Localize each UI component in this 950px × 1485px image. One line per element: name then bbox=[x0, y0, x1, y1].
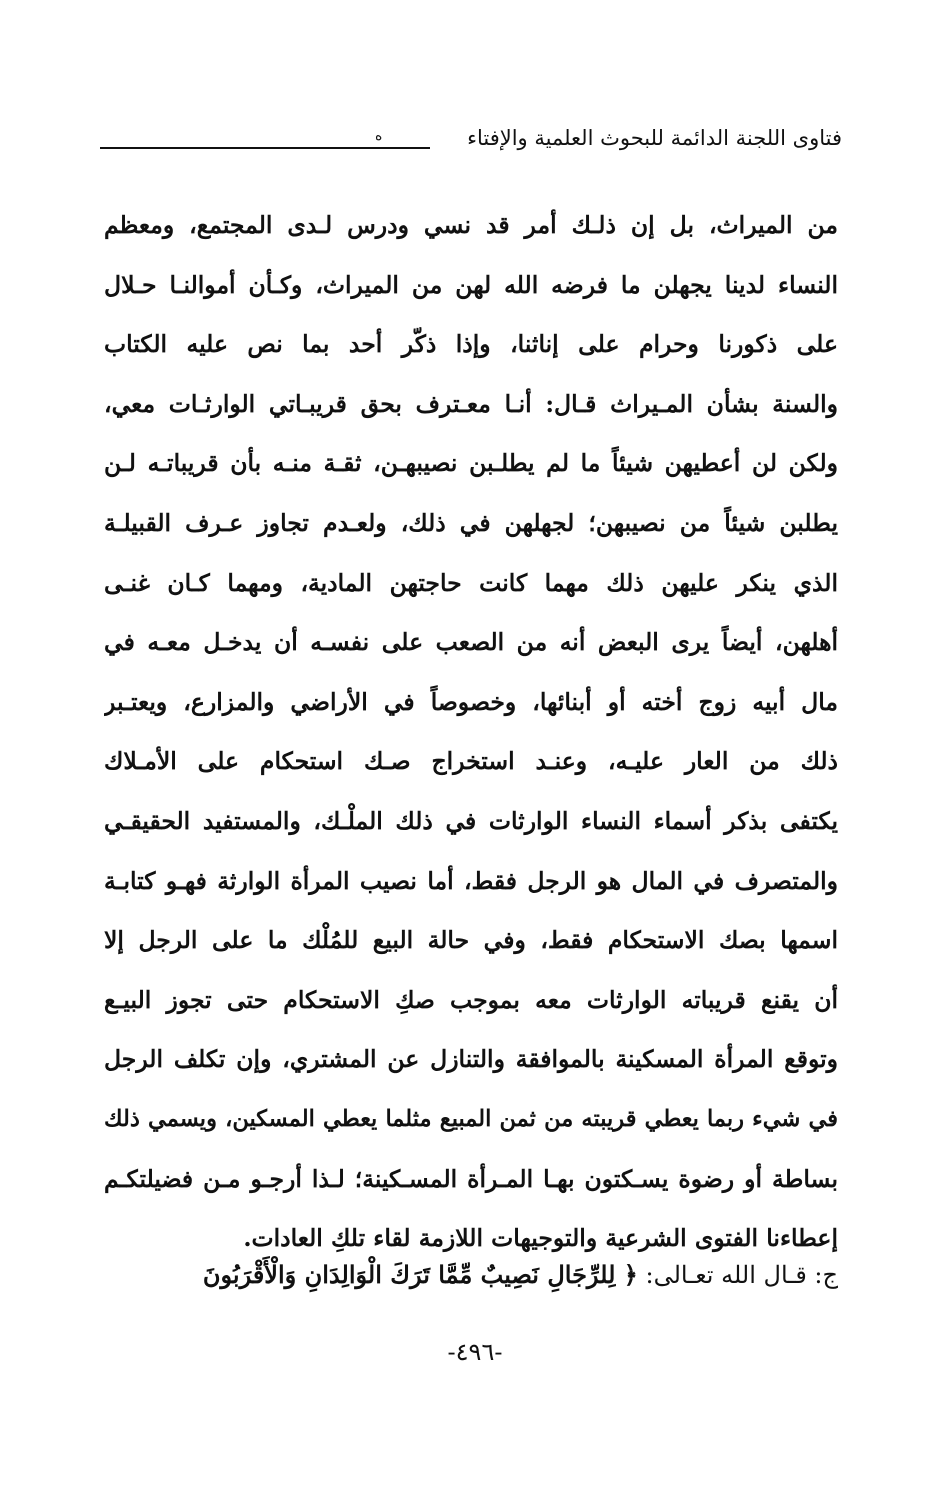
text-line: والمتصرف في المال هو الرجل فقط، أما نصيب المرأة الوارثة فهـو كتابـة bbox=[104, 866, 838, 895]
running-header bbox=[100, 122, 842, 166]
header-title: فتاوى اللجنة الدائمة للبحوث العلمية والإفتاء bbox=[467, 126, 842, 150]
text-line: الذي ينكر عليهن ذلك مهما كانت حاجتهن المادية، ومهما كـان غنـى bbox=[104, 568, 838, 597]
page-number: -٤٩٦- bbox=[447, 1338, 503, 1366]
text-line: مال أبيه زوج أخته أو أبنائها، وخصوصاً في الأراضي والمزارع، ويعتـبر bbox=[104, 687, 838, 716]
text-line: ولكن لن أعطيهن شيئاً ما لم يطلـبن نصيبهـن، ثقـة منـه بأن قريباتـه لـن bbox=[104, 449, 838, 478]
text-line: أن يقنع قريباته الوارثات معه بموجب صكِ الاستحكام حتى تجوز البيـع bbox=[104, 985, 838, 1014]
text-line: يطلبن شيئاً من نصيبهن؛ لجهلهن في ذلك، ولعـدم تجاوز عـرف القبيلـة bbox=[104, 508, 838, 537]
answer-line bbox=[104, 1245, 838, 1305]
header-mark: ه bbox=[375, 128, 383, 144]
text-line: ذلك من العار عليـه، وعنـد استخراج صـك استحكام على الأمـلاك bbox=[104, 747, 838, 776]
text-line: النساء لدينا يجهلن ما فرضه الله لهن من الميراث، وكـأن أموالنـا حـلال bbox=[104, 270, 838, 299]
answer-prefix: ج: قـال الله تعـالى: bbox=[645, 1261, 838, 1289]
text-line: من الميراث، بل إن ذلـك أمر قد نسي ودرس لـدى المجتمع، ومعظم bbox=[104, 211, 838, 239]
text-line: أهلهن، أيضاً يرى البعض أنه من الصعب على نفسـه أن يدخـل معـه في bbox=[104, 628, 838, 657]
text-line: على ذكورنا وحرام على إناثنا، وإذا ذكّر أحد بما نص عليه الكتاب bbox=[104, 330, 838, 359]
text-line: يكتفى بذكر أسماء النساء الوارثات في ذلك الملْـك، والمستفيد الحقيقـي bbox=[104, 806, 838, 835]
text-line: والسنة بشأن المـيراث قـال: أنـا معـترف بحق قريبـاتي الوارثـات معي، bbox=[104, 389, 838, 418]
text-line: اسمها بصك الاستحكام فقط، وفي حالة البيع للمُلْك ما على الرجل إلا bbox=[104, 926, 838, 955]
text-line: وتوقع المرأة المسكينة بالموافقة والتنازل عن المشتري، وإن تكلف الرجل bbox=[104, 1045, 838, 1074]
text-line: إعطاءنا الفتوى الشرعية والتوجيهات اللازمة لقاء تلكِ العادات. bbox=[243, 1224, 838, 1253]
question-text bbox=[104, 196, 838, 1269]
text-line: في شيء ربما يعطي قريبته من ثمن المبيع مثلما يعطي المسكين، ويسمي ذلك bbox=[104, 1105, 838, 1132]
text-line: بساطة أو رضوة يسـكتون بهـا المـرأة المسـكينة؛ لـذا أرجـو مـن فضيلتكـم bbox=[104, 1164, 838, 1193]
header-rule bbox=[100, 147, 430, 149]
quran-verse: ﴿ لِلرِّجَالِ نَصِيبٌ مِّمَّا تَرَكَ الْوَالِدَانِ وَالْأَقْرَبُونَ bbox=[202, 1260, 638, 1289]
